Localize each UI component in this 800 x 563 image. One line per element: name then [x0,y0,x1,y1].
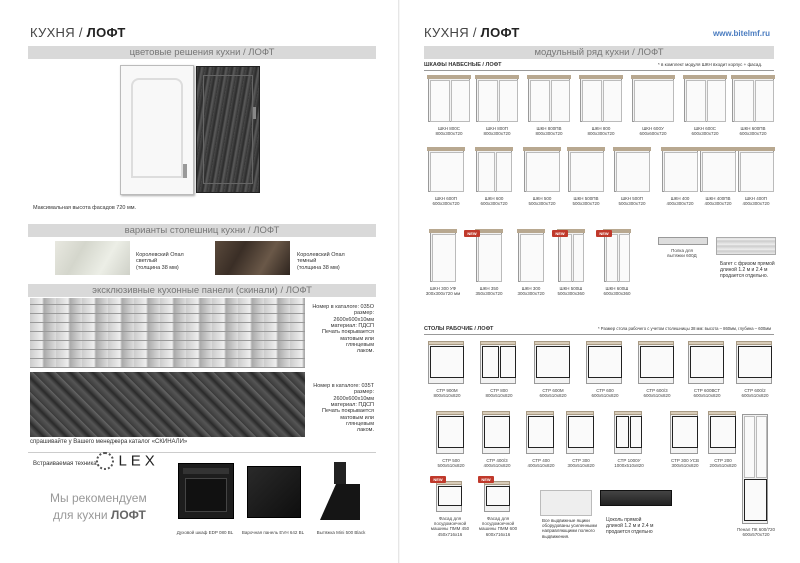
base-cabinet [736,344,772,384]
hob-image [247,466,301,518]
cab-name: ШКН 800П [486,126,508,131]
base-cabinet-caption [422,388,472,398]
wall-cabinet [632,78,674,122]
wall-cabinet [700,150,736,192]
cab-name: СТР 600/2 [744,388,766,393]
cab-size: 600х510х820 [741,393,769,399]
caption-line: Королевский Опал [136,252,184,258]
wall-cabinet-caption [424,286,462,296]
cab-name: СТР 300 УСВ [671,458,699,463]
base-cabinet [428,344,464,384]
website-link[interactable]: www.bitelmf.ru [712,29,770,38]
wall-cabinet-caption [422,196,470,206]
caption-line: Королевский Опал [297,252,345,258]
info-line: Номер в каталоге: 035O [312,304,374,310]
wall-cabinet-caption [726,126,780,136]
wall-cabinet [524,150,560,192]
note-line: длиной 1.2 м и 2.4 м [606,522,654,529]
base-note: * Размер стола рабочего с учетом столешницы 38 мм: высота – 860мм, глубина – 600мм [598,326,771,331]
cab-size: 800х300х720 [587,131,615,137]
cab-name: СТР 400 [532,458,550,463]
catalog-note: спрашивайте у Вашего менеджера каталог «СКИНАЛИ» [30,439,188,445]
left-page-title [30,25,126,40]
note-line: длиной 1.2 м и 2.4 м [720,266,768,273]
base-cabinet [526,414,554,454]
note-line: продается отдельно [606,528,653,535]
wall-cabinet [518,232,544,282]
worktop-dark-caption [297,252,345,271]
base-cabinet [670,414,698,454]
cab-size: 300х300х720 мм [425,291,461,297]
cab-size: 500х300х720 [618,201,646,207]
cab-name: ШКН 500Ш [559,286,583,291]
base-cabinet [480,344,516,384]
wall-cabinet [428,78,470,122]
recommend-line: Мы рекомендуем [50,491,147,505]
base-cabinet-caption [730,388,780,398]
cab-size: 600х570х720 [742,532,770,538]
wall-cabinet [662,150,698,192]
wall-cabinet-caption [552,286,590,296]
caption-line: темный [297,258,317,265]
recommend-bold: ЛОФТ [110,507,146,522]
cab-name: СТР 900М [436,388,458,393]
cab-size: 600х510х820 [693,393,721,399]
note-line: Цоколь прямой [606,517,642,523]
base-cabinet-caption [560,458,602,468]
note-line: продается отдельно. [720,272,769,279]
base-cabinet-caption [702,458,744,468]
wall-cabinet-caption [518,196,566,206]
lex-logo-text: LEX [118,452,159,470]
wall-cabinet-caption [626,126,680,136]
cab-name: Фасад для посудомоечной машины ПММ 600 [478,516,518,532]
shelf-note: Полка для вытяжки 600Д [667,248,697,259]
note-line: Все выдвижные ящики [542,518,590,523]
base-cabinet-caption [664,458,706,468]
cab-size: 600х600х720 [639,131,667,137]
drawer-image [540,490,592,516]
lex-logo [96,452,159,470]
wall-cabinet [732,78,774,122]
base-cabinet-caption [430,458,472,468]
base-cabinet-caption [580,388,630,398]
wall-cabinet [528,78,570,122]
wall-cabinet [558,232,584,282]
wall-section-title: ШКАФЫ НАВЕСНЫЕ / ЛОФТ [424,62,502,68]
base-cabinet [436,414,464,454]
note-line: направляющими полного [542,528,595,534]
cab-name: ШКН 600С [693,126,716,131]
info-line: матовым или глянцевым [340,414,374,427]
wall-cabinet [684,78,726,122]
cab-name: ШКН 400П [745,196,767,201]
wall-cabinet-caption [562,196,610,206]
cab-size: 800х300х720 [535,131,563,137]
base-cabinet-caption [608,458,650,468]
base-cabinet [482,414,510,454]
cab-name: ШКН 300 УФ [429,286,457,291]
note-line: Багет с фризом прямой [720,261,775,267]
cab-name: СТР 400/3 [486,458,508,463]
panel-stone [30,372,305,437]
caption-line: (толщина 38 мм) [297,264,340,271]
oven-image [178,463,234,519]
recommend-prefix: для кухни [53,507,108,522]
cab-size: 400х300х720 [666,201,694,207]
facade-dark [196,66,260,193]
new-badge: NEW [464,230,480,237]
baguette-image [716,237,776,255]
base-cabinet-caption [632,388,682,398]
base-cabinet-caption [476,458,518,468]
wall-cabinet [476,78,518,122]
cab-name: ШКН 350 [479,286,499,291]
cab-name: ШКН 400ПВ [705,196,731,201]
appliance-caption: Варочная панель EVH 642 BL [241,530,305,535]
wall-cabinet-caption [512,286,550,296]
info-line: Печать покрывается [322,408,374,415]
right-page-title [424,25,520,40]
tall-cabinet [742,414,768,524]
cab-name: ШКН 400 [670,196,690,201]
lex-logo-icon [96,452,114,470]
cab-name: СТР 600М [542,388,564,393]
divider [424,70,774,71]
base-cabinet [638,344,674,384]
cab-size: 600х716х16 [485,531,511,537]
info-line: Печать покрывается [322,329,374,336]
base-cabinet-caption [520,458,562,468]
cab-name: ШКН 600Ш [605,286,629,291]
caption-line: (толщина 38 мм) [136,264,179,271]
wall-cabinet [428,150,464,192]
new-badge: NEW [478,476,494,483]
new-badge: NEW [596,230,612,237]
info-line: материал: ПДСП [330,322,374,329]
band-panels: эксклюзивные кухонные панели (скинали) / ЛОФТ [28,284,376,297]
cab-name: ШКН 600П [435,196,457,201]
title-prefix: КУХНЯ / [30,25,83,40]
title-bold: ЛОФТ [86,25,126,40]
cab-size: 600х300х720 [739,131,767,137]
cab-size: 300х510х820 [567,463,595,469]
info-line: материал: ПДСП [330,401,374,408]
cab-size: 600х300х720 [480,201,508,207]
info-line: лаком. [356,427,374,434]
cab-size: 600х510х820 [643,393,671,399]
wall-cabinet-caption [608,196,656,206]
cab-name: ШКН 800С [437,126,460,131]
base-cabinet-caption [430,516,470,537]
cab-size: 600х300х720 [691,131,719,137]
divider [28,452,376,453]
drawer-note [542,518,597,539]
cab-name: СТР 800 [490,388,508,393]
cab-size: 600х510х820 [591,393,619,399]
cab-name: Пенал ПК 600/720 [737,527,775,532]
wall-cabinet-caption [522,126,576,136]
wall-cabinet-caption [422,126,476,136]
cab-name: СТР 300 [572,458,590,463]
info-line: матовым или глянцевым [340,335,374,348]
base-cabinet [586,344,622,384]
wall-cabinet [580,78,622,122]
cab-size: 500х300х360 [557,291,585,297]
handle-icon [253,107,256,119]
plinth-image [600,490,672,506]
base-cabinet [708,414,736,454]
cab-size: 500х300х720 [528,201,556,207]
wall-note: * в комплект модуля ШКН входит корпус + фасад. [658,62,763,67]
cab-size: 800х510х820 [433,393,461,399]
cab-size: 600х300х720 [432,201,460,207]
cab-name: СТР 1000У [617,458,641,463]
worktop-dark-swatch [215,241,290,275]
worktop-light-caption [136,252,184,271]
cab-name: СТР 600ВСТ [693,388,721,393]
handle-icon [183,164,187,178]
cab-size: 350х300х720 [475,291,503,297]
facade-light [120,65,194,195]
base-cabinet [534,344,570,384]
new-badge: NEW [430,476,446,483]
wall-cabinet-caption [470,196,518,206]
recommend-block [50,490,147,524]
base-cabinet-caption [528,388,578,398]
appliance-caption: Вытяжка Mini 500 Black [316,530,366,535]
cab-size: 400х300х720 [704,201,732,207]
cab-name: Фасад для посудомоечной машины ПММ 450 [430,516,470,532]
base-cabinet [436,484,462,512]
cab-size: 300х510х820 [671,463,699,469]
tall-cabinet-caption [734,527,778,537]
appliance-caption: Духовой шкаф EDP 080 BL [176,530,234,535]
builtin-label: Встраиваемая техника: [33,461,99,467]
wall-cabinet [476,232,502,282]
plinth-note [606,518,653,535]
cab-size: 450х716х16 [437,531,463,537]
cab-name: СТР 600 [596,388,614,393]
wall-cabinet [568,150,604,192]
base-cabinet [688,344,724,384]
facade-note: Максимальная высота фасадов 720 мм. [33,205,137,211]
cab-name: ШКН 800ПВ [536,126,562,131]
wall-cabinet-caption [598,286,636,296]
wall-cabinet-caption [678,126,732,136]
band-worktops: варианты столешниц кухни / ЛОФТ [28,224,376,237]
band-modular: модульный ряд кухни / ЛОФТ [424,46,774,59]
cab-size: 400х510х820 [527,463,555,469]
baguette-note [720,262,775,279]
base-cabinet-caption [474,388,524,398]
cab-name: ШКН 600 [484,196,504,201]
cab-size: 400х510х820 [483,463,511,469]
note-line: оборудованы усиленными [542,523,597,529]
caption-line: светлый [136,258,158,265]
cab-size: 800х300х720 [483,131,511,137]
note-line: выдвижения. [542,533,570,539]
cab-size: 800х510х820 [485,393,513,399]
cab-size: 1000х510х820 [614,463,644,469]
cab-name: ШКН 500П [621,196,643,201]
cab-name: СТР 200 [714,458,732,463]
wall-cabinet [604,232,630,282]
cab-name: ШКН 600У [642,126,664,131]
cab-size: 300х300х720 [517,291,545,297]
cab-name: СТР 600/3 [646,388,668,393]
cab-name: ШКН 300 [521,286,541,291]
wall-cabinet-caption [574,126,628,136]
cab-name: ШКН 600ПВ [740,126,766,131]
cab-size: 800х300х720 [435,131,463,137]
wall-cabinet-caption [732,196,780,206]
base-cabinet [614,414,642,454]
base-cabinet-caption [682,388,732,398]
cab-size: 400х300х720 [742,201,770,207]
cab-size: 600х510х820 [539,393,567,399]
info-line: размер: 2600х600х10мм [333,389,374,402]
cab-size: 200х510х820 [709,463,737,469]
band-color-solutions: цветовые решения кухни / ЛОФТ [28,46,376,59]
new-badge: NEW [552,230,568,237]
title-bold: ЛОФТ [480,25,520,40]
info-line: лаком. [356,348,374,355]
base-cabinet-caption [478,516,518,537]
right-page [400,0,800,563]
info-line: размер: 2600х600х10мм [333,310,374,323]
base-cabinet [484,484,510,512]
title-prefix: КУХНЯ / [424,25,477,40]
shelf-image [658,237,708,245]
base-cabinet [566,414,594,454]
panel2-info [312,383,374,434]
wall-cabinet [738,150,774,192]
info-line: Номер в каталоге: 035T [313,383,374,389]
cab-size: 600х300х360 [603,291,631,297]
divider [424,334,774,335]
wall-cabinet [476,150,512,192]
hood-image [318,462,362,522]
cab-size: 500х300х720 [572,201,600,207]
wall-cabinet-caption [470,126,524,136]
cab-name: ШКН 800 [591,126,611,131]
cab-name: ШКН 500ПВ [573,196,599,201]
cab-name: ШКН 500 [532,196,552,201]
cab-size: 500х510х820 [437,463,465,469]
cab-name: СТР 500 [442,458,460,463]
panel1-info [312,304,374,355]
wall-cabinet [430,232,456,282]
worktop-light-swatch [55,241,130,275]
panel-brick [30,298,305,368]
wall-cabinet-caption [470,286,508,296]
wall-cabinet [614,150,650,192]
base-section-title: СТОЛЫ РАБОЧИЕ / ЛОФТ [424,326,494,332]
